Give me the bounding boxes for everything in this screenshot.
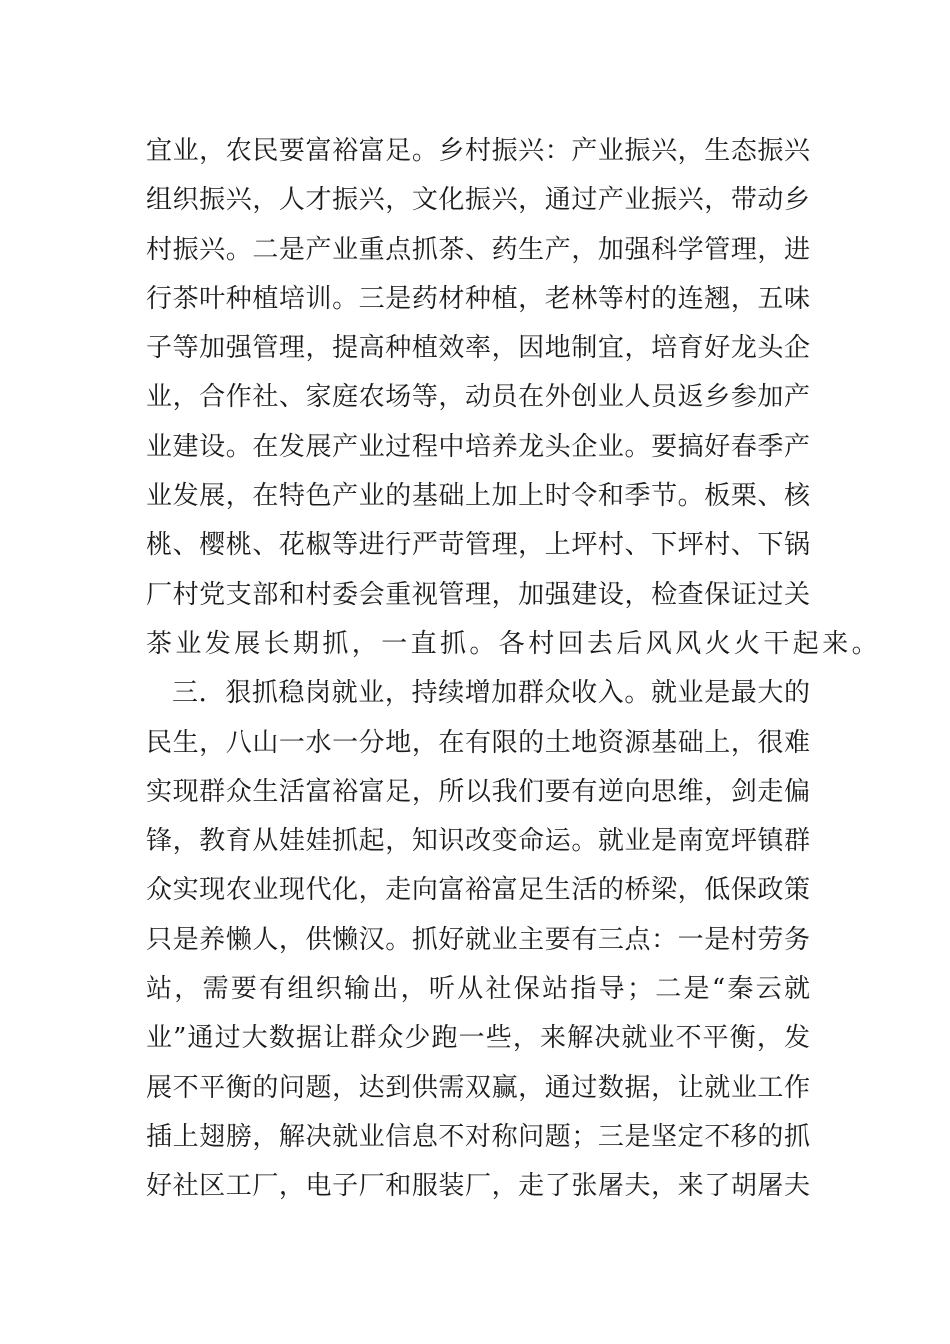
section-heading-line: 三．狠抓稳岗就业，持续增加群众收入。就业是最大的 <box>172 678 810 709</box>
paragraph-end-line: 茶业发展长期抓，一直抓。各村回去后风风火火干起来。 <box>146 628 882 659</box>
text-line: 展不平衡的问题，达到供需双赢，通过数据，让就业工作 <box>146 1072 810 1103</box>
text-line: 好社区工厂，电子厂和服装厂，走了张屠夫，来了胡屠夫 <box>146 1171 810 1202</box>
text-line: 行茶叶种植培训。三是药材种植，老林等村的连翘，五味 <box>146 283 810 314</box>
text-line: 村振兴。二是产业重点抓茶、药生产，加强科学管理，进 <box>146 234 810 265</box>
text-line: 桃、樱桃、花椒等进行严苛管理，上坪村、下坪村、下锅 <box>146 530 810 561</box>
text-line: 实现群众生活富裕富足，所以我们要有逆向思维，剑走偏 <box>146 776 810 807</box>
text-line: 宜业，农民要富裕富足。乡村振兴：产业振兴，生态振兴 <box>146 136 810 166</box>
text-line: 业，合作社、家庭农场等，动员在外创业人员返乡参加产 <box>146 382 810 413</box>
text-line: 业发展，在特色产业的基础上加上时令和季节。板栗、核 <box>146 481 810 512</box>
text-line: 厂村党支部和村委会重视管理，加强建设，检查保证过关 <box>146 579 810 610</box>
text-line: 众实现农业现代化，走向富裕富足生活的桥梁，低保政策 <box>146 875 810 906</box>
text-line: 站，需要有组织输出，听从社保站指导；二是“秦云就 <box>146 974 810 1005</box>
text-line: 插上翅膀，解决就业信息不对称问题；三是坚定不移的抓 <box>146 1121 810 1152</box>
text-line: 子等加强管理，提高种植效率，因地制宜，培育好龙头企 <box>146 333 810 364</box>
document-body <box>146 127 882 1212</box>
text-line: 组织振兴，人才振兴，文化振兴，通过产业振兴，带动乡 <box>146 185 810 216</box>
text-line: 只是养懒人，供懒汉。抓好就业主要有三点：一是村劳务 <box>146 924 810 955</box>
text-line: 业建设。在发展产业过程中培养龙头企业。要搞好春季产 <box>146 431 810 462</box>
text-line: 业”通过大数据让群众少跑一些，来解决就业不平衡，发 <box>146 1023 810 1054</box>
text-line: 民生，八山一水一分地，在有限的土地资源基础上，很难 <box>146 727 810 758</box>
text-line: 锋，教育从娃娃抓起，知识改变命运。就业是南宽坪镇群 <box>146 826 810 857</box>
